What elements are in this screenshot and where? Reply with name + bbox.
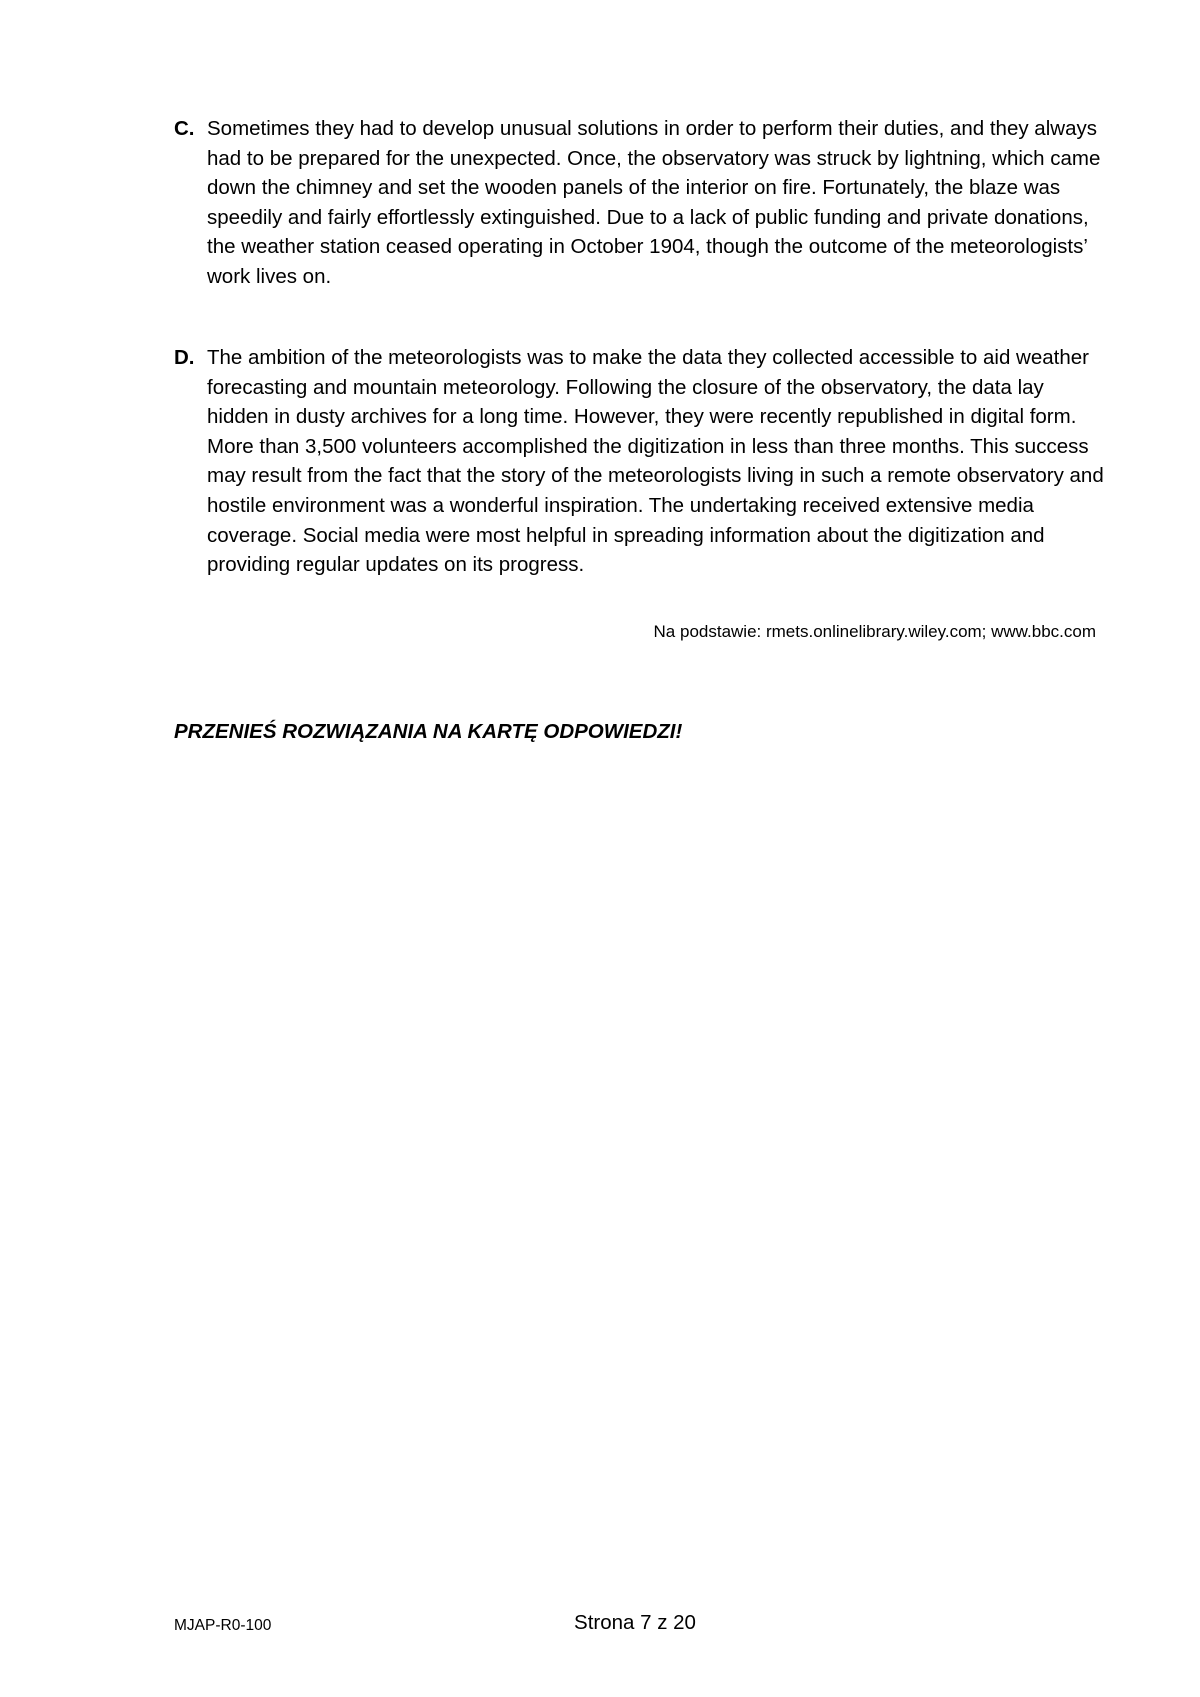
paragraph-c [174, 114, 1104, 292]
paragraph-letter: C. [174, 117, 195, 140]
exam-code: MJAP-R0-100 [174, 1617, 272, 1634]
paragraph-text: Sometimes they had to develop unusual solutions in order to perform their duties, and they always had to be prepared for the unexpected. Once, the observatory was struck by lightning, which came down the chimney and set the wooden panels of the interior on fire. Fortunately, the blaze was speedily and fairly effortlessly extinguished. Due to a lack of public funding and private donations, the weather station ceased operating in October 1904, though the outcome of the meteorologists’ work lives on. [207, 117, 1101, 288]
paragraph-letter: D. [174, 346, 195, 369]
page-number: Strona 7 z 20 [574, 1611, 696, 1634]
transfer-answers-instruction: PRZENIEŚ ROZWIĄZANIA NA KARTĘ ODPOWIEDZI! [174, 720, 683, 743]
source-citation: Na podstawie: rmets.onlinelibrary.wiley.com; www.bbc.com [653, 622, 1096, 641]
paragraph-text: The ambition of the meteorologists was to make the data they collected accessible to aid weather forecasting and mountain meteorology. Following the closure of the observatory, the data lay hidden in dusty archives for a long time. However, they were recently republished in digital form. More than 3,500 volunteers accomplished the digitization in less than three months. This success may result from the fact that the story of the meteorologists living in such a remote observatory and hostile environment was a wonderful inspiration. The undertaking received extensive media coverage. Social media were most helpful in spreading information about the digitization and providing regular updates on its progress. [207, 346, 1104, 577]
paragraph-d [174, 343, 1104, 580]
